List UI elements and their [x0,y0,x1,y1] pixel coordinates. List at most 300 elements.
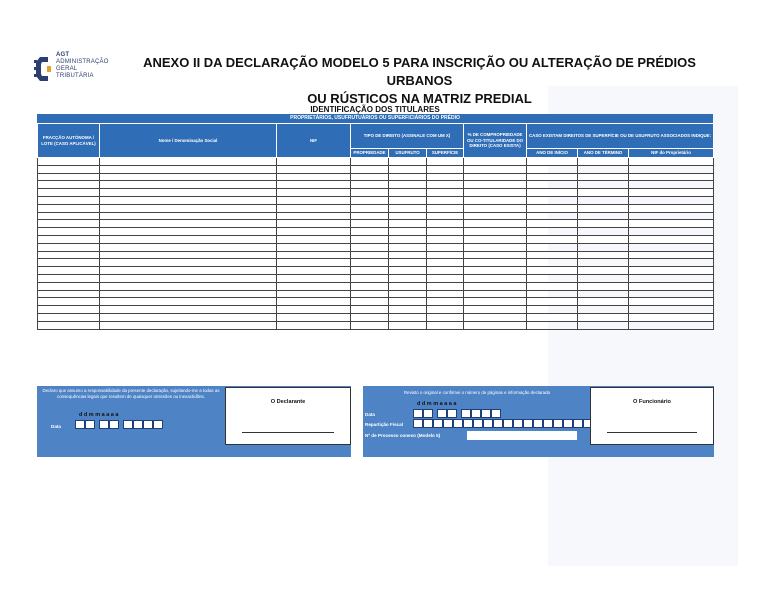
table-cell[interactable] [100,228,277,236]
table-cell[interactable] [464,204,527,212]
table-cell[interactable] [277,173,351,181]
table-cell[interactable] [527,321,578,329]
date-cell[interactable] [437,409,447,418]
table-cell[interactable] [100,158,277,166]
table-cell[interactable] [100,306,277,314]
table-cell[interactable] [427,235,464,243]
table-cell[interactable] [38,189,100,197]
header-nif: NIF [277,124,351,158]
table-cell[interactable] [389,243,427,251]
reparticao-cell[interactable] [433,419,443,428]
table-cell[interactable] [527,220,578,228]
table-cell[interactable] [527,251,578,259]
date-cell[interactable] [143,420,153,429]
table-cell[interactable] [629,158,714,166]
table-cell[interactable] [100,298,277,306]
table-cell[interactable] [578,220,629,228]
table-cell[interactable] [527,267,578,275]
table-cell[interactable] [427,259,464,267]
table-cell[interactable] [527,243,578,251]
table-cell[interactable] [351,173,389,181]
table-cell[interactable] [578,298,629,306]
table-cell[interactable] [389,290,427,298]
table-cell[interactable] [38,228,100,236]
table-cell[interactable] [464,243,527,251]
table-cell[interactable] [578,243,629,251]
table-cell[interactable] [351,306,389,314]
table-cell[interactable] [578,165,629,173]
table-row [38,298,714,306]
table-cell[interactable] [629,228,714,236]
table-cell[interactable] [38,158,100,166]
reparticao-cell[interactable] [503,419,513,428]
table-cell[interactable] [277,158,351,166]
table-cell[interactable] [464,212,527,220]
table-cell[interactable] [389,306,427,314]
gear-logo-icon [34,54,52,84]
date-cell[interactable] [99,420,109,429]
date-cell[interactable] [423,409,433,418]
table-cell[interactable] [389,173,427,181]
table-cell[interactable] [427,243,464,251]
table-row [38,267,714,275]
table-cell[interactable] [427,298,464,306]
funcionario-signature-box[interactable] [590,387,714,445]
table-cell[interactable] [578,282,629,290]
table-cell[interactable] [464,235,527,243]
table-cell[interactable] [277,189,351,197]
date-cell[interactable] [413,409,423,418]
declarante-signature-box[interactable] [225,387,351,445]
table-cell[interactable] [389,321,427,329]
table-cell[interactable] [427,267,464,275]
logo-abbr: AGT [56,52,70,58]
table-cell[interactable] [629,173,714,181]
reparticao-cell[interactable] [533,419,543,428]
table-cell[interactable] [629,259,714,267]
reparticao-cell[interactable] [423,419,433,428]
table-cell[interactable] [277,313,351,321]
date-cell[interactable] [109,420,119,429]
table-cell[interactable] [427,189,464,197]
table-cell[interactable] [351,298,389,306]
table-cell[interactable] [277,290,351,298]
date-cell[interactable] [481,409,491,418]
table-cell[interactable] [578,173,629,181]
table-cell[interactable] [38,274,100,282]
reparticao-cell[interactable] [483,419,493,428]
table-cell[interactable] [629,298,714,306]
title-line1: ANEXO II DA DECLARAÇÃO MODELO 5 PARA INSCRIÇÃO OU ALTERAÇÃO DE PRÉDIOS URBANOS [143,55,696,88]
table-cell[interactable] [629,189,714,197]
table-cell[interactable] [100,189,277,197]
table-cell[interactable] [351,158,389,166]
header-nome: Nome / Denominação Social [100,124,277,158]
table-cell[interactable] [629,165,714,173]
table-cell[interactable] [629,267,714,275]
table-cell[interactable] [277,282,351,290]
table-cell[interactable] [629,313,714,321]
table-cell[interactable] [389,282,427,290]
date-cell[interactable] [133,420,143,429]
table-cell[interactable] [527,158,578,166]
table-cell[interactable] [578,290,629,298]
table-cell[interactable] [464,290,527,298]
table-cell[interactable] [629,204,714,212]
table-cell[interactable] [527,165,578,173]
table-cell[interactable] [277,204,351,212]
table-cell[interactable] [351,282,389,290]
reparticao-cell[interactable] [443,419,453,428]
table-cell[interactable] [100,321,277,329]
table-cell[interactable] [578,212,629,220]
table-cell[interactable] [629,290,714,298]
date-cell[interactable] [447,409,457,418]
table-cell[interactable] [277,298,351,306]
processo-label: Nº de Processo conexo (Modelo 5) [365,433,441,438]
table-cell[interactable] [427,173,464,181]
table-cell[interactable] [100,282,277,290]
table-cell[interactable] [100,165,277,173]
table-cell[interactable] [389,313,427,321]
table-cell[interactable] [351,321,389,329]
table-cell[interactable] [527,196,578,204]
table-cell[interactable] [629,212,714,220]
table-cell[interactable] [389,251,427,259]
table-cell[interactable] [427,306,464,314]
table-cell[interactable] [464,189,527,197]
table-cell[interactable] [389,165,427,173]
table-row [38,313,714,321]
table-cell[interactable] [527,259,578,267]
table-cell[interactable] [629,235,714,243]
table-cell[interactable] [527,173,578,181]
table-cell[interactable] [389,181,427,189]
table-cell[interactable] [629,321,714,329]
declarante-note: Declaro que assumo a responsabilidade da presente declaração, sujeitando-me a todas as consequências legais que resultem de quaisquer omissões ou inexactidões. [42,388,220,399]
table-cell[interactable] [629,181,714,189]
table-cell[interactable] [277,196,351,204]
logo-text [56,52,109,80]
table-cell[interactable] [351,267,389,275]
table-cell[interactable] [277,165,351,173]
table-cell[interactable] [527,189,578,197]
table-cell[interactable] [351,212,389,220]
table-cell[interactable] [277,212,351,220]
table-cell[interactable] [38,181,100,189]
table-cell[interactable] [389,235,427,243]
table-cell[interactable] [389,267,427,275]
table-cell[interactable] [277,220,351,228]
table-cell[interactable] [351,228,389,236]
table-cell[interactable] [389,196,427,204]
table-cell[interactable] [351,204,389,212]
table-cell[interactable] [100,267,277,275]
table-cell[interactable] [100,204,277,212]
table-row [38,158,714,166]
funcionario-note: Revisto o original e confirmei o número de páginas e informação declarada [404,390,550,395]
table-cell[interactable] [527,204,578,212]
table-cell[interactable] [527,181,578,189]
table-cell[interactable] [277,259,351,267]
table-cell[interactable] [464,158,527,166]
table-cell[interactable] [464,282,527,290]
table-cell[interactable] [38,267,100,275]
table-row [38,173,714,181]
reparticao-cell[interactable] [413,419,423,428]
table-cell[interactable] [100,235,277,243]
table-cell[interactable] [629,306,714,314]
table-cell[interactable] [578,204,629,212]
table-cell[interactable] [351,189,389,197]
reparticao-cell[interactable] [523,419,533,428]
table-cell[interactable] [464,165,527,173]
table-cell[interactable] [351,235,389,243]
logo-line1: ADMINISTRAÇÃO [56,59,109,65]
table-cell[interactable] [427,313,464,321]
logo-line3: TRIBUTÁRIA [56,73,94,79]
table-cell[interactable] [427,212,464,220]
page-title [112,54,727,108]
table-cell[interactable] [464,251,527,259]
reparticao-cells[interactable] [413,419,613,428]
table-cell[interactable] [351,196,389,204]
table-cell[interactable] [464,259,527,267]
table-cell[interactable] [427,165,464,173]
table-row [38,196,714,204]
header-caso-existam: CASO EXISTAM DIREITOS DE SUPERFÍCIE OU DE USUFRUTO ASSOCIADOS INDIQUE: [527,124,714,149]
table-cell[interactable] [100,243,277,251]
reparticao-label: Repartição Fiscal [365,422,404,427]
table-row [38,204,714,212]
table-cell[interactable] [100,181,277,189]
table-cell[interactable] [578,259,629,267]
table-cell[interactable] [427,251,464,259]
date-cell[interactable] [491,409,501,418]
table-cell[interactable] [427,282,464,290]
reparticao-cell[interactable] [473,419,483,428]
table-cell[interactable] [38,290,100,298]
table-row [38,306,714,314]
table-cell[interactable] [100,274,277,282]
header-ano-inicio: ANO DE INÍCIO [527,149,578,158]
table-cell[interactable] [464,306,527,314]
table-cell[interactable] [38,251,100,259]
table-cell[interactable] [578,196,629,204]
funcionario-date-cells[interactable] [413,409,501,418]
table-cell[interactable] [464,220,527,228]
table-cell[interactable] [629,251,714,259]
table-cell[interactable] [100,212,277,220]
table-cell[interactable] [578,228,629,236]
table-cell[interactable] [38,243,100,251]
table-cell[interactable] [527,228,578,236]
table-cell[interactable] [351,220,389,228]
funcionario-box [363,386,714,457]
funcionario-sign-line [607,432,697,433]
table-cell[interactable] [578,313,629,321]
table-cell[interactable] [464,173,527,181]
table-cell[interactable] [100,220,277,228]
table-row [38,282,714,290]
table-cell[interactable] [389,212,427,220]
table-cell[interactable] [100,196,277,204]
header-usufruto: USUFRUTO [389,149,427,158]
table-cell[interactable] [464,228,527,236]
table-cell[interactable] [389,228,427,236]
table-row [38,251,714,259]
table-cell[interactable] [351,165,389,173]
date-cell[interactable] [123,420,133,429]
table-cell[interactable] [351,181,389,189]
table-cell[interactable] [464,196,527,204]
table-cell[interactable] [277,235,351,243]
table-cell[interactable] [527,235,578,243]
table-cell[interactable] [389,274,427,282]
header-nif-proprietario: NIF do Proprietário [629,149,714,158]
table-cell[interactable] [629,274,714,282]
declarante-sign-label: O Declarante [270,399,306,405]
table-cell[interactable] [427,228,464,236]
reparticao-cell[interactable] [543,419,553,428]
table-cell[interactable] [464,274,527,282]
reparticao-cell[interactable] [493,419,503,428]
table-cell[interactable] [464,267,527,275]
table-cell[interactable] [464,313,527,321]
declarante-date-cells[interactable] [75,420,163,429]
table-cell[interactable] [389,259,427,267]
header-percent: % DE COMPROPRIEDADE OU CO-TITULARIDADE DO DIREITO (CASO EXISTA) [464,124,527,158]
table-cell[interactable] [527,313,578,321]
table-cell[interactable] [427,321,464,329]
table-cell[interactable] [351,290,389,298]
table-cell[interactable] [351,243,389,251]
table-cell[interactable] [38,298,100,306]
table-cell[interactable] [464,298,527,306]
table-cell[interactable] [578,267,629,275]
table-cell[interactable] [464,181,527,189]
table-cell[interactable] [578,251,629,259]
table-row [38,274,714,282]
declarante-date-label: Data [51,424,61,429]
table-cell[interactable] [351,259,389,267]
table-cell[interactable] [38,306,100,314]
table-cell[interactable] [427,290,464,298]
table-row [38,181,714,189]
table-cell[interactable] [277,181,351,189]
table-cell[interactable] [277,321,351,329]
table-row [38,243,714,251]
table-cell[interactable] [100,251,277,259]
table-cell[interactable] [389,189,427,197]
table-cell[interactable] [527,306,578,314]
table-cell[interactable] [527,212,578,220]
table-cell[interactable] [100,173,277,181]
table-cell[interactable] [578,181,629,189]
reparticao-cell[interactable] [513,419,523,428]
table-cell[interactable] [389,220,427,228]
table-cell[interactable] [427,158,464,166]
date-cell[interactable] [461,409,471,418]
table-cell[interactable] [389,158,427,166]
table-cell[interactable] [277,251,351,259]
table-cell[interactable] [527,282,578,290]
header-superficie: SUPERFÍCIE [427,149,464,158]
table-cell[interactable] [578,235,629,243]
table-cell[interactable] [527,290,578,298]
table-cell[interactable] [38,220,100,228]
table-cell[interactable] [427,181,464,189]
table-cell[interactable] [527,274,578,282]
table-cell[interactable] [277,306,351,314]
reparticao-cell[interactable] [563,419,573,428]
table-cell[interactable] [427,196,464,204]
table-cell[interactable] [38,212,100,220]
table-cell[interactable] [277,267,351,275]
table-cell[interactable] [427,204,464,212]
table-cell[interactable] [38,235,100,243]
table-cell[interactable] [38,165,100,173]
header-propriedade: PROPRIEDADE [351,149,389,158]
reparticao-cell[interactable] [573,419,583,428]
table-cell[interactable] [629,282,714,290]
date-cell[interactable] [85,420,95,429]
table-cell[interactable] [629,220,714,228]
table-cell[interactable] [277,274,351,282]
date-cell[interactable] [75,420,85,429]
title-line2: OU RÚSTICOS NA MATRIZ PREDIAL [307,91,532,106]
section-title: IDENTIFICAÇÃO DOS TITULARES [310,105,440,114]
table-cell[interactable] [464,321,527,329]
table-cell[interactable] [578,189,629,197]
table-cell[interactable] [38,321,100,329]
date-cell[interactable] [153,420,163,429]
table-cell[interactable] [578,158,629,166]
table-cell[interactable] [38,282,100,290]
table-cell[interactable] [38,259,100,267]
table-cell[interactable] [100,313,277,321]
table-cell[interactable] [527,298,578,306]
table-cell[interactable] [427,274,464,282]
table-cell[interactable] [38,313,100,321]
reparticao-cell[interactable] [553,419,563,428]
table-cell[interactable] [389,204,427,212]
reparticao-cell[interactable] [453,419,463,428]
table-cell[interactable] [389,298,427,306]
date-cell[interactable] [471,409,481,418]
table-cell[interactable] [38,204,100,212]
table-cell[interactable] [427,220,464,228]
table-cell[interactable] [277,228,351,236]
table-cell[interactable] [351,251,389,259]
table-cell[interactable] [38,173,100,181]
table-cell[interactable] [100,259,277,267]
table-cell[interactable] [578,321,629,329]
table-cell[interactable] [578,306,629,314]
table-cell[interactable] [38,196,100,204]
section-band: PROPRIETÁRIOS, USUFRUTUÁRIOS OU SUPERFICIÁRIOS DO PRÉDIO [37,114,713,123]
table-cell[interactable] [277,243,351,251]
reparticao-cell[interactable] [463,419,473,428]
table-cell[interactable] [578,274,629,282]
table-cell[interactable] [629,243,714,251]
table-cell[interactable] [351,313,389,321]
table-row [38,212,714,220]
table-cell[interactable] [351,274,389,282]
table-cell[interactable] [100,290,277,298]
table-cell[interactable] [629,196,714,204]
processo-input[interactable] [467,431,577,440]
